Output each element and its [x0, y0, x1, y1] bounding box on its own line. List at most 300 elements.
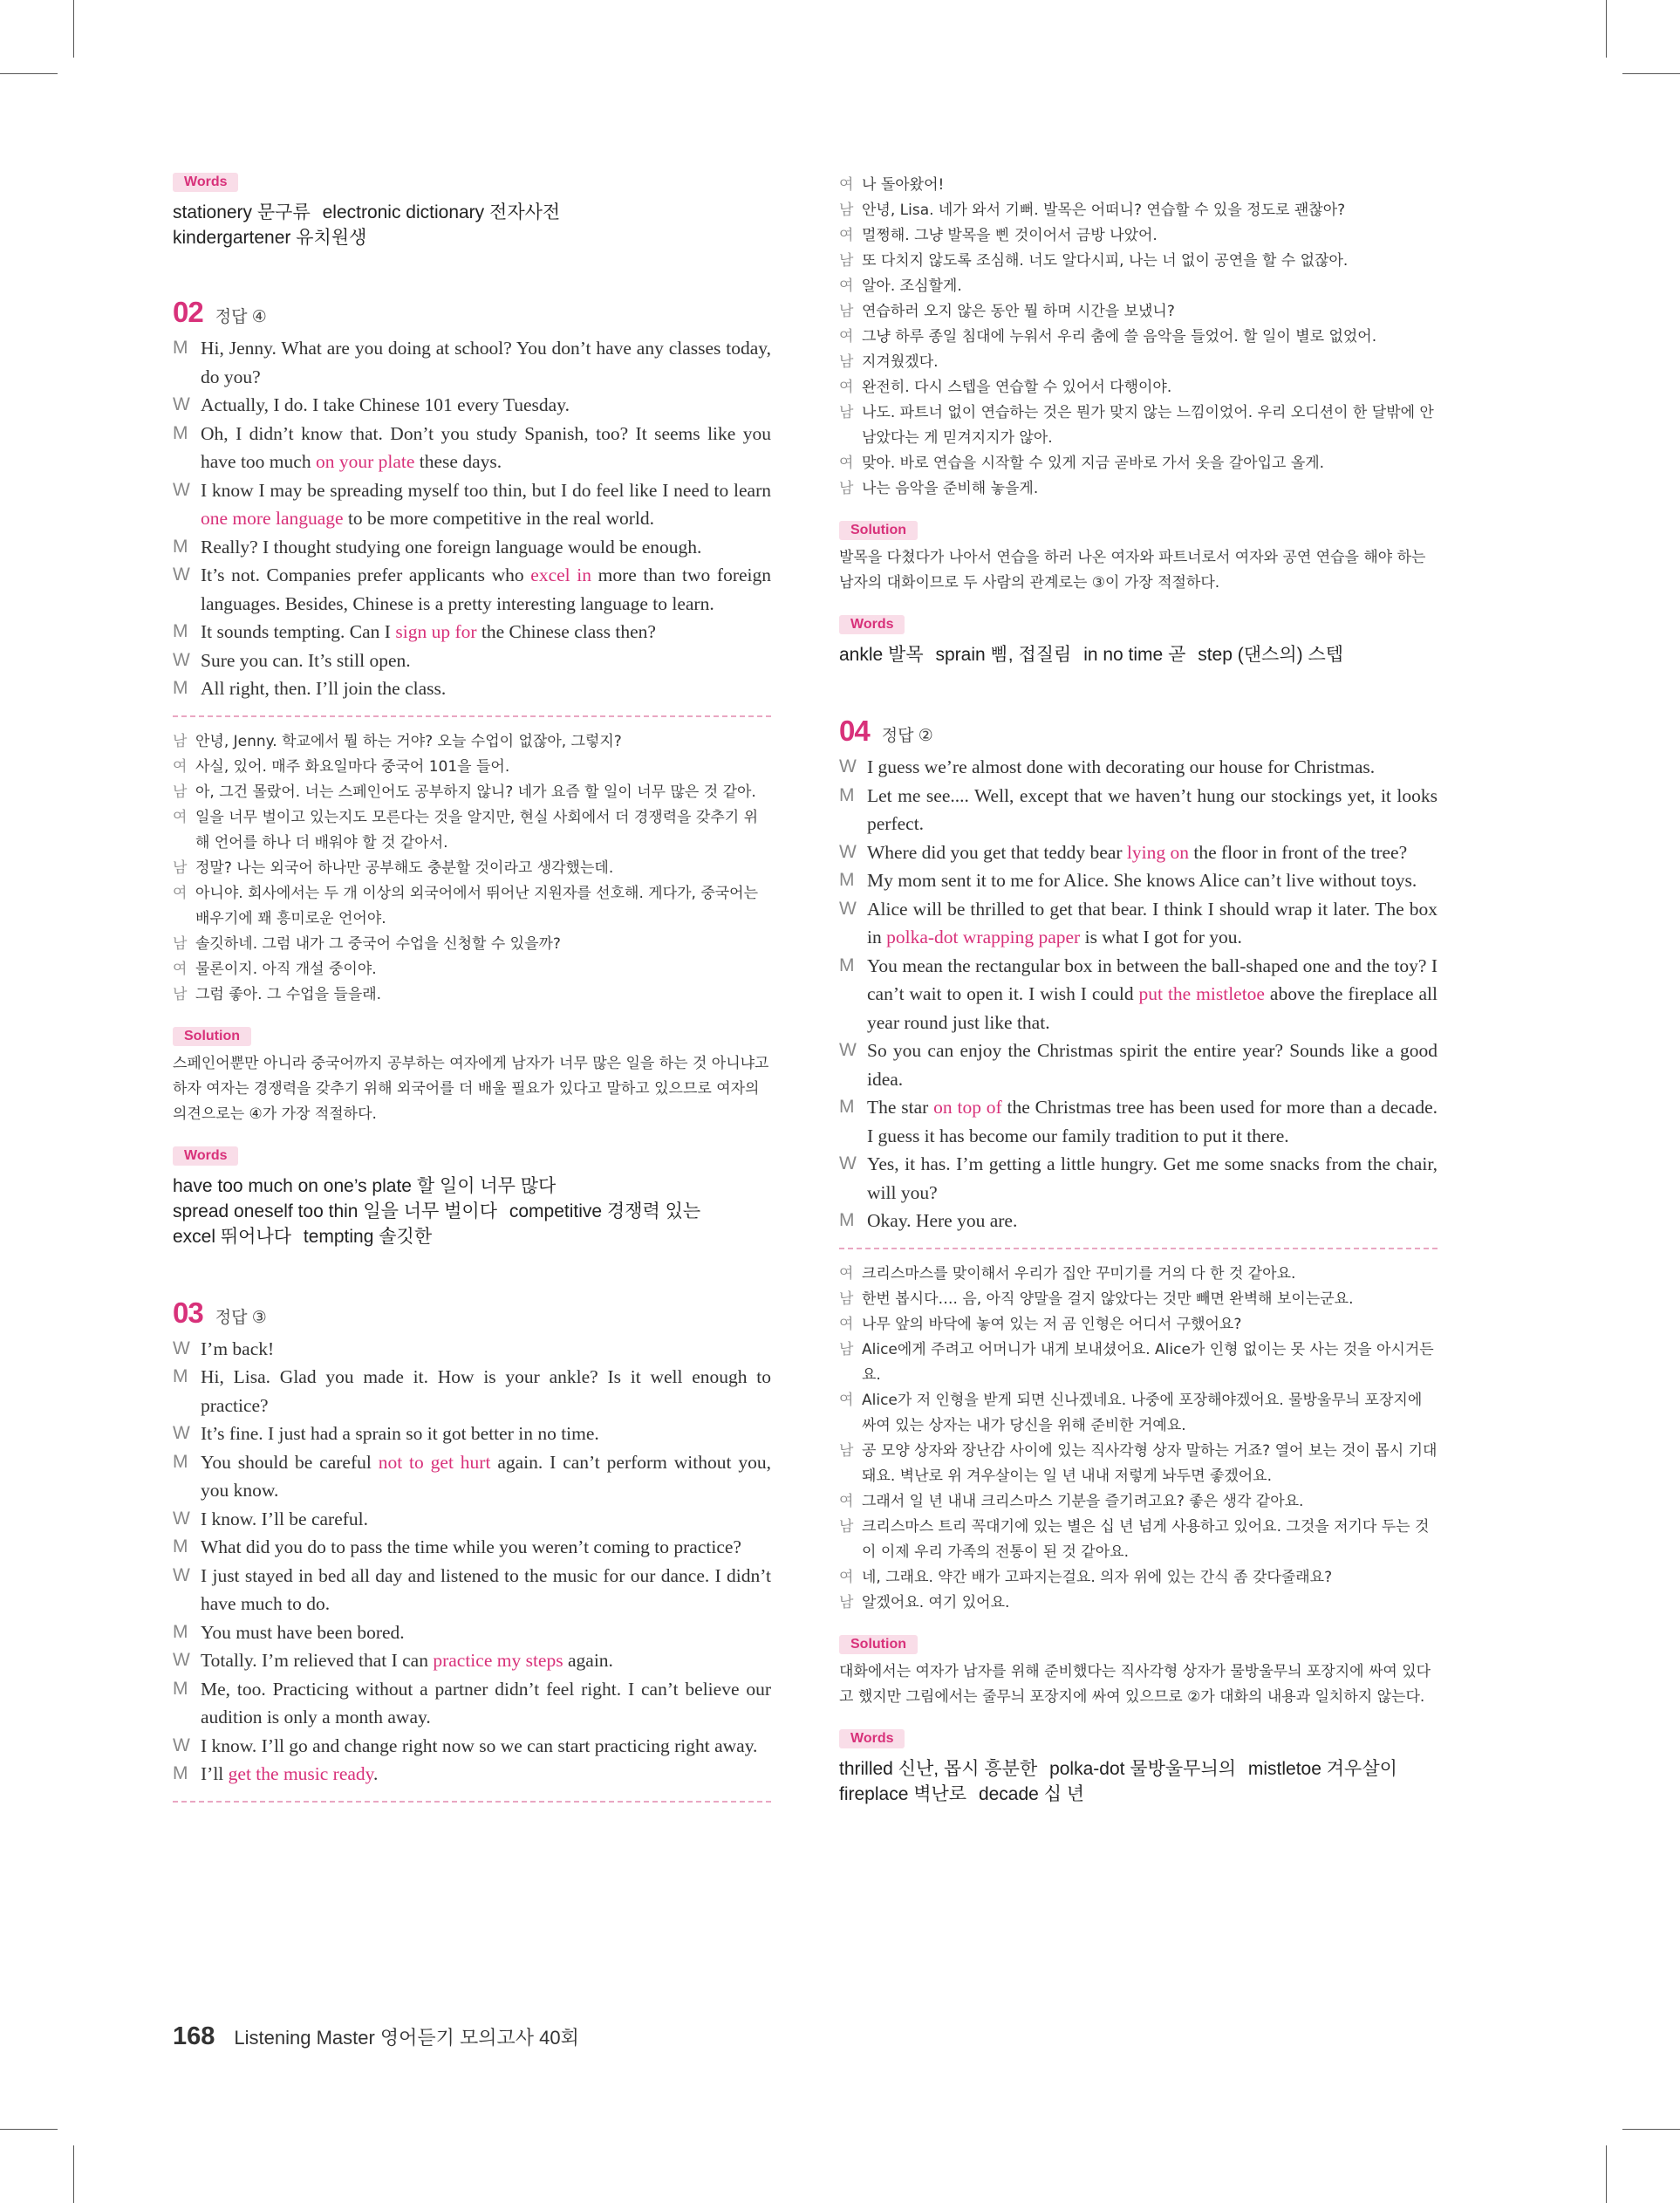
speaker-label: W — [173, 1650, 190, 1670]
dialogue-text — [867, 753, 1438, 782]
highlighted-phrase: on top of — [933, 1097, 1002, 1118]
words-tag: Words — [839, 1729, 905, 1748]
speaker-label: M — [173, 1678, 188, 1699]
text-segment: the Christmas tree has been used for more than a decade. I guess it has become our family tradition to put it there. — [867, 1097, 1438, 1146]
text-segment: I guess we’re almost done with decorating our house for Christmas. — [867, 756, 1376, 777]
text-segment: All right, then. I’ll join the class. — [201, 678, 447, 699]
translation-text: 아니야. 회사에서는 두 개 이상의 외국어에서 뛰어난 지원자를 선호해. 게다가, 중국어는 배우기에 꽤 흥미로운 언어야. — [195, 884, 759, 927]
word-term: kindergartener — [173, 228, 291, 248]
answer-label: 정답 ③ — [215, 1308, 267, 1327]
words-list — [173, 1173, 771, 1249]
speaker-label: 여 — [839, 1264, 854, 1283]
words-tag: Words — [173, 1146, 238, 1166]
translation-text: 맞아. 바로 연습을 시작할 수 있게 지금 곧바로 가서 옷을 갈아입고 올게. — [862, 455, 1325, 472]
speaker-label: 남 — [173, 985, 188, 1003]
dialogue-text — [201, 533, 771, 562]
speaker-label: M — [839, 954, 855, 975]
crop-mark — [73, 2145, 74, 2203]
translation-text: Alice가 저 인형을 받게 되면 신나겠네요. 나중에 포장해야겠어요. 물방울무늬 포장지에 싸여 있는 상자는 내가 당신을 위해 준비한 거예요. — [862, 1391, 1423, 1434]
translation-line — [839, 451, 1438, 476]
dialogue-line — [173, 1505, 771, 1534]
dialogue-line — [173, 420, 771, 476]
translation-text: 그냥 하루 종일 침대에 누워서 우리 춤에 쓸 음악을 들었어. 할 일이 별로 없었어. — [862, 328, 1377, 346]
text-segment: Sure you can. It’s still open. — [201, 649, 411, 671]
translation-text: 또 다치지 않도록 조심해. 너도 알다시피, 나는 너 없이 공연을 할 수 없잖아. — [862, 252, 1349, 270]
dialogue-text — [201, 1618, 771, 1647]
dialogue-line — [839, 1150, 1438, 1207]
dialogue-line — [173, 1675, 771, 1732]
highlighted-phrase: excel in — [530, 564, 591, 585]
translation-text: 멀쩡해. 그냥 발목을 삔 것이어서 금방 나았어. — [862, 227, 1158, 244]
dialogue-text — [201, 1335, 771, 1364]
dialogue-line — [173, 533, 771, 562]
speaker-label: M — [173, 678, 188, 698]
dialogue-line — [173, 1420, 771, 1448]
crop-mark — [0, 2129, 58, 2130]
word-term: excel — [173, 1226, 216, 1247]
dialogue-text — [867, 782, 1438, 838]
dialogue-line — [173, 647, 771, 675]
word-term: fireplace — [839, 1783, 909, 1804]
dialogue-text — [867, 1150, 1438, 1207]
dialogue-text — [201, 1420, 771, 1448]
dialogue-line — [173, 1448, 771, 1505]
translation-line — [173, 957, 771, 982]
left-column — [173, 173, 771, 1815]
translation-text: 안녕, Lisa. 네가 와서 기뻐. 발목은 어떠니? 연습할 수 있을 정도로 괜찮아? — [862, 202, 1346, 219]
text-segment: these days. — [414, 451, 502, 472]
highlighted-phrase: practice my steps — [433, 1650, 563, 1671]
speaker-label: W — [173, 649, 190, 670]
solution-text: 스페인어뿐만 아니라 중국어까지 공부하는 여자에게 남자가 너무 많은 일을 하는 것 아니냐고 하자 여자는 경쟁력을 갖추기 위해 외국어를 더 배울 필요가 있다고 말하고 있으므로 여자의 의견으로는 ④가 가장 적절하다. — [173, 1054, 769, 1123]
dialogue-text — [201, 647, 771, 675]
dialogue-line — [839, 1093, 1438, 1150]
dialogue-line — [173, 391, 771, 420]
word-term: competitive — [509, 1201, 603, 1221]
text-segment: more than two foreign languages. Besides, Chinese is a pretty interesting language to learn. — [201, 564, 772, 614]
speaker-label: 여 — [839, 1568, 854, 1586]
speaker-label: 여 — [839, 1492, 854, 1510]
translation-text: 알아. 조심할게. — [862, 277, 962, 295]
speaker-label: W — [839, 756, 857, 777]
speaker-label: W — [173, 1338, 190, 1358]
text-segment: Hi, Lisa. Glad you made it. How is your ankle? Is it well enough to practice? — [201, 1366, 771, 1416]
words-row — [839, 1756, 1438, 1782]
words-list — [839, 642, 1438, 667]
speaker-label: M — [173, 621, 188, 641]
speaker-label: M — [839, 870, 855, 890]
translation-text: 지겨웠겠다. — [862, 353, 939, 371]
word-meaning: 발목 — [888, 645, 924, 665]
words-row — [173, 1199, 771, 1224]
text-segment: So you can enjoy the Christmas spirit the entire year? Sounds like a good idea. — [867, 1040, 1438, 1090]
text-segment: I know I may be spreading myself too thin, but I do feel like I need to learn — [201, 479, 771, 501]
word-term: stationery — [173, 202, 253, 222]
translation-text: 나는 음악을 준비해 놓을게. — [862, 480, 1039, 497]
translation-line — [839, 1312, 1438, 1338]
translation-text: 사실, 있어. 매주 화요일마다 중국어 101을 들어. — [195, 757, 510, 776]
speaker-label: 여 — [839, 277, 854, 295]
text-segment: Yes, it has. I’m getting a little hungry. Get me some snacks from the chair, will you? — [867, 1153, 1438, 1203]
text-segment: I just stayed in bed all day and listened to the music for our dance. I didn’t have much to do. — [201, 1564, 771, 1614]
text-segment: to be more competitive in the real world. — [343, 508, 655, 529]
word-term: polka-dot — [1049, 1758, 1125, 1779]
words-tag: Words — [173, 173, 238, 192]
translation-line — [839, 274, 1438, 299]
crop-mark — [73, 0, 74, 58]
text-segment: Alice will be thrilled to get that bear. I think I should wrap it later. The box in — [867, 898, 1438, 948]
word-term: sprain — [935, 645, 986, 665]
speaker-label: 여 — [839, 227, 854, 244]
speaker-label: M — [839, 784, 855, 805]
dialogue-line — [839, 952, 1438, 1037]
dialogue-line — [173, 674, 771, 703]
word-meaning: (댄스의) 스텝 — [1237, 645, 1344, 665]
dialogue-text — [201, 1562, 771, 1618]
text-segment: I know. I’ll go and change right now so we can start practicing right away. — [201, 1734, 758, 1756]
text-segment: Where did you get that teddy bear — [867, 841, 1127, 863]
question-04 — [839, 715, 1438, 1807]
text-segment: Me, too. Practicing without a partner didn’t feel right. I can’t believe our audition is only a month away. — [201, 1678, 771, 1728]
dialogue-text — [201, 1448, 771, 1505]
dialogue-text — [201, 476, 771, 533]
dialogue-line — [173, 1533, 771, 1562]
dialogue-text — [867, 1207, 1438, 1235]
translation-text: 크리스마스를 맞이해서 우리가 집안 꾸미기를 거의 다 한 것 같아요. — [862, 1264, 1296, 1283]
dialogue-line — [839, 753, 1438, 782]
translation-line — [839, 223, 1438, 249]
words-row — [173, 200, 771, 225]
translation-text: 나도. 파트너 없이 연습하는 것은 뭔가 맞지 않는 느낌이었어. 우리 오디션이 한 달밖에 안 남았다는 게 믿겨지지가 않아. — [862, 404, 1434, 447]
speaker-label: 여 — [839, 1315, 854, 1333]
word-meaning: 전자사전 — [489, 202, 561, 222]
translation-text: 연습하러 오지 않은 동안 뭘 하며 시간을 보냈니? — [862, 303, 1175, 320]
speaker-label: 남 — [173, 783, 188, 801]
speaker-label: M — [173, 536, 188, 557]
text-segment: . — [373, 1763, 379, 1784]
word-meaning: 할 일이 너무 많다 — [416, 1175, 557, 1196]
dialogue-line — [173, 1760, 771, 1789]
words-section — [173, 173, 771, 250]
dialogue-line — [173, 1646, 771, 1675]
translation-line — [839, 350, 1438, 375]
highlighted-phrase: sign up for — [395, 621, 477, 642]
dialogue-text — [867, 866, 1438, 895]
speaker-label: M — [173, 1763, 188, 1783]
text-segment: What did you do to pass the time while you weren’t coming to practice? — [201, 1536, 741, 1557]
text-segment: You mean the rectangular box in between the ball-shaped one and the toy? I can’t wait to open it. I wish I could — [867, 954, 1438, 1004]
translation-text: 일을 너무 벌이고 있는지도 모른다는 것을 알지만, 현실 사회에서 더 경쟁력을 갖추기 위해 언어를 하나 더 배워야 할 것 같아서. — [195, 808, 759, 852]
answer-label: 정답 ④ — [215, 308, 267, 326]
dialogue-line — [839, 838, 1438, 867]
word-term: mistletoe — [1247, 1758, 1321, 1779]
word-meaning: 물방울무늬의 — [1130, 1758, 1237, 1779]
word-meaning: 솔깃한 — [379, 1226, 433, 1247]
word-meaning: 뛰어나다 — [220, 1226, 292, 1247]
text-segment: You should be careful — [201, 1451, 379, 1473]
word-meaning: 신난, 몹시 흥분한 — [898, 1758, 1038, 1779]
highlighted-phrase: not to get hurt — [378, 1451, 491, 1473]
translation-text: 물론이지. 아직 개설 중이야. — [195, 960, 377, 978]
translation-line — [173, 856, 771, 881]
speaker-label: 여 — [839, 176, 854, 194]
speaker-label: 남 — [839, 404, 854, 421]
solution-text: 대화에서는 여자가 남자를 위해 준비했다는 직사각형 상자가 물방울무늬 포장지에 싸여 있다고 했지만 그림에서는 줄무늬 포장지에 싸여 있으므로 ②가 대화의 내용과 일치하지 않는다. — [839, 1662, 1431, 1706]
text-segment: I’ll — [201, 1763, 229, 1784]
speaker-label: 남 — [173, 934, 188, 953]
speaker-label: 남 — [839, 1593, 854, 1611]
korean-translation — [839, 173, 1438, 502]
dialogue-line — [839, 866, 1438, 895]
crop-mark — [1606, 2145, 1607, 2203]
solution-tag: Solution — [173, 1027, 251, 1046]
crop-mark — [1622, 2129, 1680, 2130]
dialogue-line — [173, 618, 771, 647]
dialogue-text — [201, 1505, 771, 1534]
dialogue-line — [173, 1732, 771, 1761]
text-segment: Let me see.... Well, except that we haven’t hung our stockings yet, it looks perfect. — [867, 784, 1438, 834]
dialogue-text — [201, 1363, 771, 1420]
highlighted-phrase: put the mistletoe — [1138, 983, 1265, 1004]
translation-line — [839, 1439, 1438, 1489]
speaker-label: 남 — [173, 859, 188, 877]
speaker-label: 남 — [839, 353, 854, 371]
divider — [839, 1248, 1438, 1249]
speaker-label: 남 — [839, 303, 854, 320]
text-segment: Oh, I didn’t know that. Don’t you study Spanish, too? It seems like you have too much — [201, 422, 771, 472]
translation-text: 솔깃하네. 그럼 내가 그 중국어 수업을 신청할 수 있을까? — [195, 934, 561, 953]
speaker-label: 남 — [839, 252, 854, 270]
dialogue-line — [173, 1562, 771, 1618]
divider — [173, 1801, 771, 1803]
speaker-label: W — [173, 1508, 190, 1529]
translation-line — [839, 1338, 1438, 1388]
translation-line — [839, 299, 1438, 325]
speaker-label: W — [839, 841, 857, 862]
dialogue-line — [173, 334, 771, 391]
translation-text: 정말? 나는 외국어 하나만 공부해도 충분할 것이라고 생각했는데. — [195, 859, 614, 877]
translation-line — [839, 1565, 1438, 1591]
translation-text: 알겠어요. 여기 있어요. — [862, 1593, 1010, 1611]
dialogue-text — [867, 1093, 1438, 1150]
solution-text: 발목을 다쳤다가 나아서 연습을 하러 나온 여자와 파트너로서 여자와 공연 연습을 해야 하는 남자의 대화이므로 두 사람의 관계로는 ③이 가장 적절하다. — [839, 549, 1426, 592]
translation-line — [173, 780, 771, 805]
translation-line — [839, 1489, 1438, 1515]
text-segment: above the fireplace all year round just like that. — [867, 983, 1438, 1033]
dialogue-line — [173, 1335, 771, 1364]
translation-text: 그럼 좋아. 그 수업을 들을래. — [195, 985, 382, 1003]
translation-line — [839, 1287, 1438, 1312]
speaker-label: W — [839, 898, 857, 919]
dialogue-text — [201, 561, 771, 618]
speaker-label: 여 — [839, 328, 854, 346]
word-term: thrilled — [839, 1758, 893, 1779]
speaker-label: M — [173, 1621, 188, 1642]
question-02 — [173, 296, 771, 1249]
translation-text: 나무 앞의 바닥에 놓여 있는 저 곰 인형은 어디서 구했어요? — [862, 1315, 1242, 1333]
question-number: 04 — [839, 715, 870, 747]
translation-text: 나 돌아왔어! — [862, 176, 945, 194]
speaker-label: W — [839, 1153, 857, 1173]
text-segment: I know. I’ll be careful. — [201, 1508, 369, 1529]
words-tag: Words — [839, 615, 905, 634]
dialogue — [173, 1335, 771, 1789]
translation-line — [173, 881, 771, 932]
highlighted-phrase: lying on — [1126, 841, 1189, 863]
translation-line — [839, 249, 1438, 274]
translation-text: Alice에게 주려고 어머니가 내게 보내셨어요. Alice가 인형 없이는 못 사는 것을 아시거든요. — [862, 1340, 1434, 1384]
text-segment: the floor in front of the tree? — [1188, 841, 1408, 863]
speaker-label: M — [173, 1451, 188, 1472]
speaker-label: M — [173, 338, 188, 358]
dialogue-text — [867, 1037, 1438, 1093]
speaker-label: 남 — [839, 1441, 854, 1460]
speaker-label: M — [173, 422, 188, 443]
text-segment: It’s fine. I just had a sprain so it got better in no time. — [201, 1423, 599, 1444]
speaker-label: W — [173, 1423, 190, 1443]
dialogue-text — [867, 838, 1438, 867]
text-segment: The star — [867, 1097, 934, 1118]
speaker-label: W — [839, 1040, 857, 1060]
words-row — [173, 225, 771, 250]
dialogue — [173, 334, 771, 703]
answer-label: 정답 ② — [881, 727, 933, 745]
translation-line — [839, 476, 1438, 502]
translation-line — [839, 1591, 1438, 1616]
text-segment: It’s not. Companies prefer applicants who — [201, 564, 531, 585]
dialogue-text — [201, 1732, 771, 1761]
speaker-label: M — [173, 1366, 188, 1386]
dialogue-text — [201, 391, 771, 420]
word-term: ankle — [839, 645, 884, 665]
speaker-label: 여 — [173, 757, 188, 776]
text-segment: the Chinese class then? — [476, 621, 656, 642]
page-number: 168 — [173, 2022, 215, 2050]
translation-line — [839, 1262, 1438, 1287]
speaker-label: W — [173, 564, 190, 585]
translation-text: 공 모양 상자와 장난감 사이에 있는 직사각형 상자 말하는 거죠? 열어 보는 것이 몹시 기대돼요. 벽난로 위 겨우살이는 일 년 내내 저렇게 놔두면 좋겠어요. — [862, 1441, 1438, 1485]
translation-line — [839, 400, 1438, 451]
text-segment: I’m back! — [201, 1338, 275, 1359]
speaker-label: 남 — [839, 202, 854, 219]
text-segment: again. — [563, 1650, 613, 1671]
translation-line — [173, 755, 771, 780]
translation-text: 한번 봅시다…. 음, 아직 양말을 걸지 않았다는 것만 빼면 완벽해 보이는군요. — [862, 1290, 1354, 1308]
question-number: 02 — [173, 296, 203, 328]
question-03 — [173, 1296, 771, 1803]
dialogue-text — [201, 1533, 771, 1562]
word-meaning: 유치원생 — [296, 228, 367, 248]
word-term: spread oneself too thin — [173, 1201, 359, 1221]
word-meaning: 일을 너무 벌이다 — [363, 1201, 497, 1221]
speaker-label: M — [839, 1097, 855, 1117]
translation-line — [839, 375, 1438, 400]
speaker-label: 여 — [839, 379, 854, 396]
translation-text: 완전히. 다시 스텝을 연습할 수 있어서 다행이야. — [862, 379, 1172, 396]
solution-tag: Solution — [839, 521, 918, 540]
word-meaning: 경쟁력 있는 — [606, 1201, 701, 1221]
highlighted-phrase: polka-dot wrapping paper — [886, 927, 1081, 948]
text-segment: Really? I thought studying one foreign language would be enough. — [201, 536, 702, 558]
dialogue-text — [867, 952, 1438, 1037]
translation-line — [173, 729, 771, 755]
dialogue-text — [201, 674, 771, 703]
word-term: have too much on one’s plate — [173, 1175, 412, 1196]
speaker-label: W — [173, 394, 190, 414]
speaker-label: 남 — [839, 1290, 854, 1308]
dialogue-line — [839, 1207, 1438, 1235]
word-meaning: 벽난로 — [913, 1783, 967, 1804]
speaker-label: 여 — [839, 1391, 854, 1409]
dialogue-line — [173, 476, 771, 533]
text-segment: It sounds tempting. Can I — [201, 621, 396, 642]
dialogue-line — [839, 782, 1438, 838]
word-meaning: 삠, 접질림 — [990, 645, 1072, 665]
korean-translation — [173, 729, 771, 1008]
dialogue-text — [201, 420, 771, 476]
translation-line — [173, 805, 771, 856]
speaker-label: W — [173, 1734, 190, 1755]
translation-text: 안녕, Jenny. 학교에서 뭘 하는 거야? 오늘 수업이 없잖아, 그렇지? — [195, 732, 622, 750]
words-row — [173, 1173, 771, 1199]
translation-line — [173, 932, 771, 957]
word-term: tempting — [303, 1226, 374, 1247]
highlighted-phrase: get the music ready — [228, 1763, 374, 1784]
speaker-label: 남 — [839, 1517, 854, 1536]
dialogue-line — [839, 1037, 1438, 1093]
translation-text: 네, 그래요. 약간 배가 고파지는걸요. 의자 위에 있는 간식 좀 갖다줄래요? — [862, 1568, 1333, 1586]
dialogue-text — [201, 1646, 771, 1675]
words-row — [839, 1782, 1438, 1807]
translation-line — [839, 198, 1438, 223]
speaker-label: M — [173, 1536, 188, 1556]
dialogue-text — [201, 618, 771, 647]
words-row — [173, 1224, 771, 1249]
words-row — [839, 642, 1438, 667]
speaker-label: 남 — [839, 480, 854, 497]
words-list — [173, 200, 771, 250]
translation-text: 크리스마스 트리 꼭대기에 있는 별은 십 년 넘게 사용하고 있어요. 그것을 저기다 두는 것이 이제 우리 가족의 전통이 된 것 같아요. — [862, 1517, 1430, 1561]
dialogue — [839, 753, 1438, 1235]
divider — [173, 715, 771, 717]
dialogue-line — [173, 1363, 771, 1420]
speaker-label: M — [839, 1210, 855, 1230]
text-segment: My mom sent it to me for Alice. She knows Alice can’t live without toys. — [867, 870, 1417, 891]
text-segment: You must have been bored. — [201, 1621, 405, 1643]
dialogue-line — [839, 895, 1438, 952]
speaker-label: 여 — [173, 960, 188, 978]
translation-line — [839, 1515, 1438, 1565]
word-meaning: 겨우살이 — [1326, 1758, 1397, 1779]
dialogue-text — [201, 1675, 771, 1732]
words-list — [839, 1756, 1438, 1807]
crop-mark — [0, 73, 58, 74]
page-footer — [173, 2022, 579, 2051]
speaker-label: 남 — [173, 732, 188, 750]
speaker-label: W — [173, 479, 190, 500]
word-term: in no time — [1083, 645, 1164, 665]
translation-text: 아, 그건 몰랐어. 너는 스페인어도 공부하지 않니? 네가 요즘 할 일이 너무 많은 것 같아. — [195, 783, 756, 801]
book-title: Listening Master 영어듣기 모의고사 40회 — [234, 2027, 579, 2049]
speaker-label: 여 — [173, 884, 188, 902]
crop-mark — [1606, 0, 1607, 58]
speaker-label: 남 — [839, 1340, 854, 1358]
translation-line — [839, 173, 1438, 198]
highlighted-phrase: on your plate — [315, 451, 415, 472]
word-meaning: 곧 — [1168, 645, 1186, 665]
dialogue-text — [201, 1760, 771, 1789]
text-segment: Actually, I do. I take Chinese 101 every Tuesday. — [201, 394, 570, 415]
